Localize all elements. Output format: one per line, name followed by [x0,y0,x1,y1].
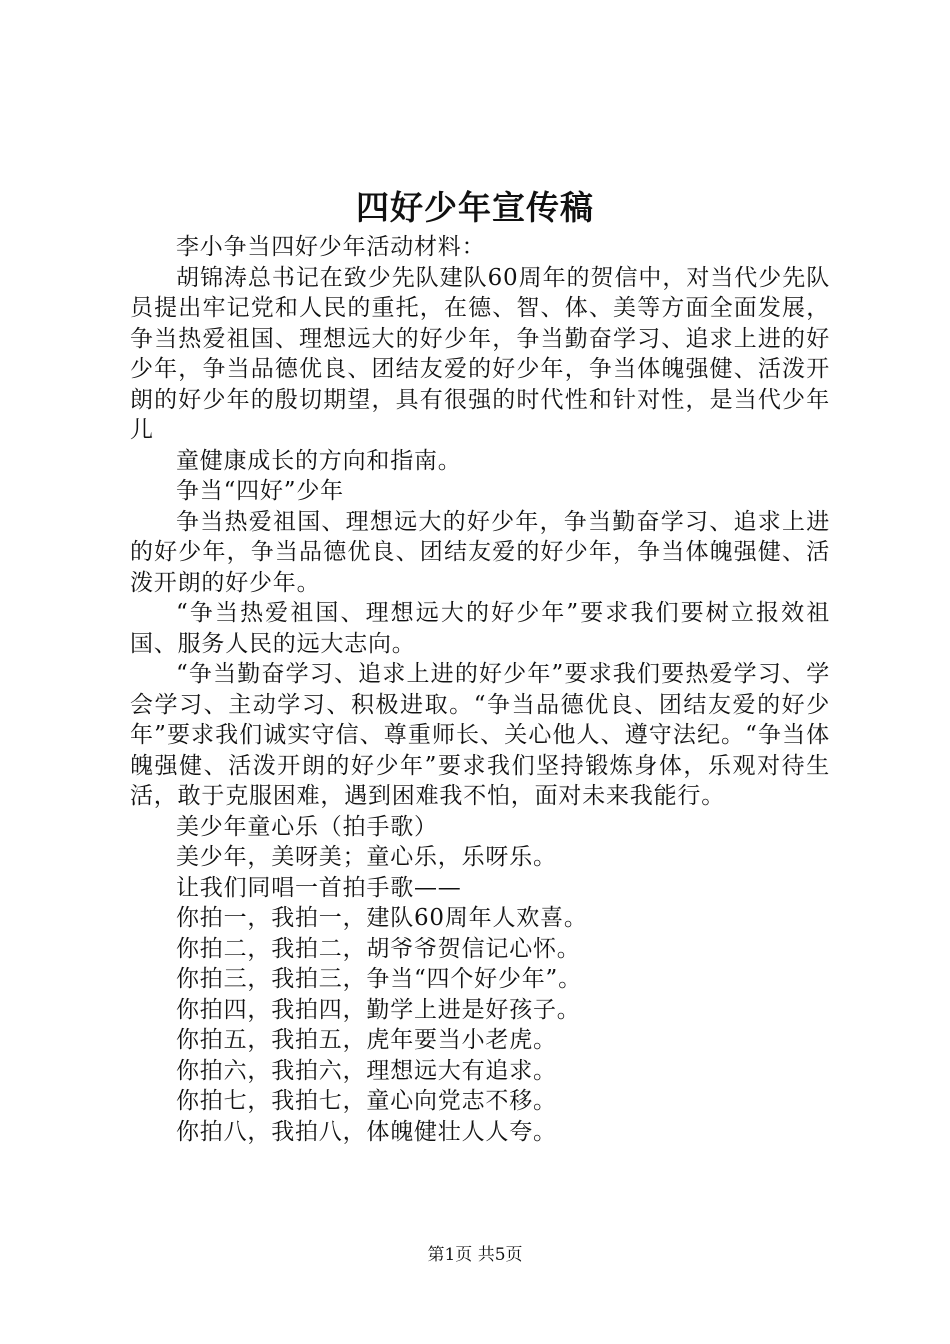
document-title: 四好少年宣传稿 [356,188,594,227]
paragraph: 你拍七，我拍七，童心向党志不移。 [176,1088,557,1114]
paragraph: “争当勤奋学习、追求上进的好少年”要求我们要热爱学习、学会学习、主动学习、积极进取。“争当品德优良、团结友爱的好少年”要求我们诚实守信、尊重师长、关心他人、遵守法纪。“争当体魄强健、活泼开朗的好少年”要求我们坚持锻炼身体，乐观对待生活，敢于克服困难，遇到困难我不怕，面对未来我能行。 [130,661,830,809]
paragraph: 你拍三，我拍三，争当“四个好少年”。 [176,966,582,992]
paragraph: 胡锦涛总书记在致少先队建队60周年的贺信中，对当代少先队员提出牢记党和人民的重托，在德、智、体、美等方面全面发展，争当热爱祖国、理想远大的好少年，争当勤奋学习、追求上进的好少年，争当品德优良、团结友爱的好少年，争当体魄强健、活泼开朗的好少年的殷切期望，具有很强的时代性和针对性，是当代少年儿 [130,264,830,443]
paragraph: 让我们同唱一首拍手歌—— [176,874,462,901]
paragraph: 你拍六，我拍六，理想远大有追求。 [176,1057,557,1084]
paragraph: 你拍一，我拍一，建队60周年人欢喜。 [176,905,588,931]
page-footer: 第1页 共5页 [427,1245,523,1265]
paragraph: 童健康成长的方向和指南。 [176,447,462,474]
paragraph: 争当热爱祖国、理想远大的好少年，争当勤奋学习、追求上进的好少年，争当品德优良、团结友爱的好少年，争当体魄强健、活泼开朗的好少年。 [130,508,830,596]
paragraph: 美少年，美呀美；童心乐，乐呀乐。 [176,844,557,870]
paragraph: 美少年童心乐（拍手歌） [176,813,438,840]
paragraph: 李小争当四好少年活动材料： [176,234,486,260]
paragraph: 你拍四，我拍四，勤学上进是好孩子。 [176,996,581,1023]
document-body [130,232,830,1147]
paragraph: “争当热爱祖国、理想远大的好少年”要求我们要树立报效祖国、服务人民的远大志向。 [130,600,830,657]
paragraph: 争当“四好”少年 [176,478,344,504]
paragraph: 你拍八，我拍八，体魄健壮人人夸。 [176,1118,557,1145]
paragraph: 你拍五，我拍五，虎年要当小老虎。 [176,1027,557,1053]
paragraph: 你拍二，我拍二，胡爷爷贺信记心怀。 [176,935,581,962]
